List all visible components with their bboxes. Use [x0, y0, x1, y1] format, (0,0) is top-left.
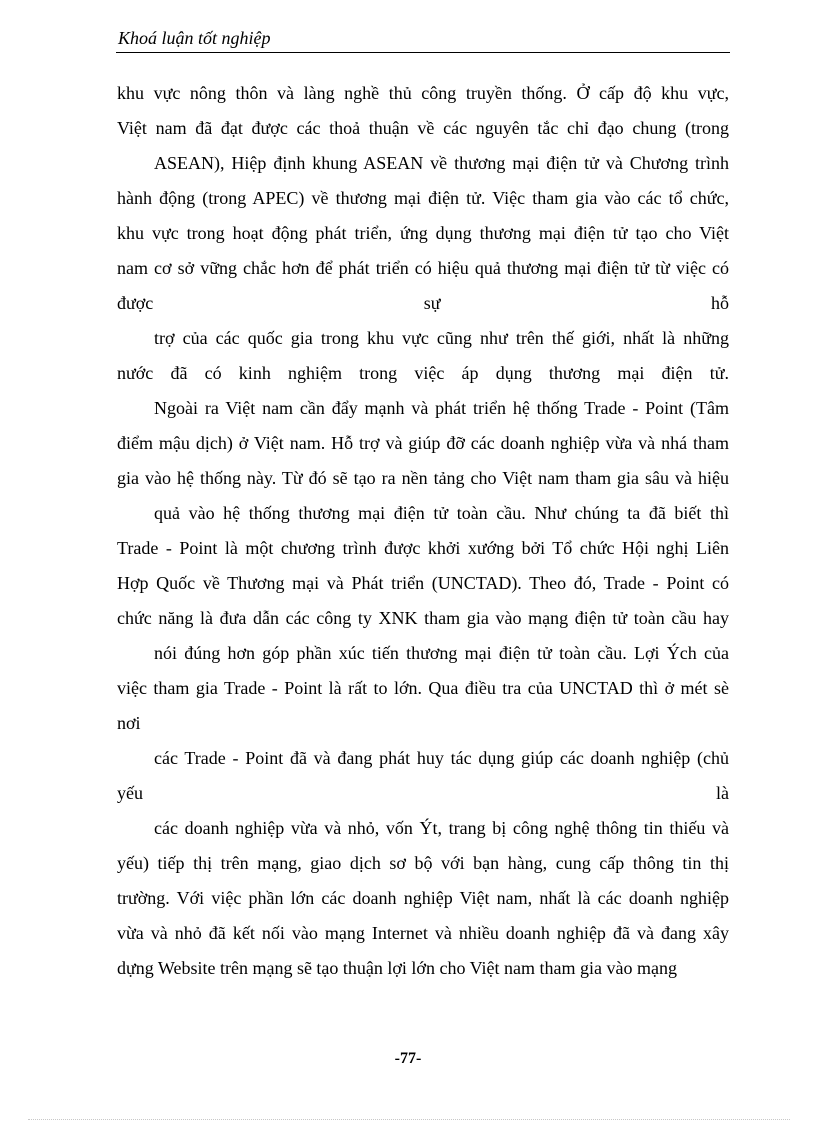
body-line: quả vào hệ thống thương mại điện tử toàn cầu. Như chúng ta đã biết thì	[154, 503, 729, 523]
body-line: nói đúng hơn góp phần xúc tiến thương mại điện tử toàn cầu. Lợi Ých của	[154, 643, 729, 663]
body-line: Ngoài ra Việt nam cần đẩy mạnh và phát triển hệ thống Trade - Point (Tâm	[154, 398, 729, 418]
header-divider	[116, 52, 730, 53]
body-line: hành động (trong APEC) về thương mại điện tử. Việc tham gia vào các tổ chức,	[117, 188, 729, 208]
body-line: khu vực nông thôn và làng nghề thủ công truyền thống. Ở cấp độ khu vực,	[117, 83, 729, 103]
body-line: các doanh nghiệp vừa và nhỏ, vốn Ýt, trang bị công nghệ thông tin thiếu và	[154, 818, 729, 838]
body-line: ASEAN), Hiệp định khung ASEAN về thương mại điện tử và Chương trình	[154, 153, 729, 173]
body-text	[117, 76, 729, 986]
body-line: nước đã có kinh nghiệm trong việc áp dụng thương mại điện tử.	[117, 363, 729, 383]
body-line: trợ của các quốc gia trong khu vực cũng như trên thế giới, nhất là những	[154, 328, 729, 348]
body-line: chức năng là đưa dẫn các công ty XNK tham gia vào mạng điện tử toàn cầu hay	[117, 608, 729, 628]
body-line: dựng Website trên mạng sẽ tạo thuận lợi lớn cho Việt nam tham gia vào mạng	[117, 958, 677, 978]
page-number: -77-	[394, 1050, 422, 1067]
body-line: Trade - Point là một chương trình được khởi xướng bởi Tổ chức Hội nghị Liên	[117, 538, 729, 558]
body-line: Việt nam đã đạt được các thoả thuận về các nguyên tắc chỉ đạo chung (trong	[117, 118, 729, 138]
body-line: nam cơ sở vững chắc hơn để phát triển có hiệu quả thương mại điện tử từ việc có	[117, 258, 729, 278]
body-line: khu vực trong hoạt động phát triển, ứng dụng thương mại điện tử tạo cho Việt	[117, 223, 729, 243]
page-header-title: Khoá luận tốt nghiệp	[118, 28, 271, 48]
body-line: các Trade - Point đã và đang phát huy tác dụng giúp các doanh nghiệp (chủ	[154, 748, 729, 768]
body-line: yếu là	[117, 783, 729, 803]
body-line: trường. Với việc phần lớn các doanh nghiệp Việt nam, nhất là các doanh nghiệp	[117, 888, 729, 908]
body-line: nơi	[117, 713, 141, 733]
footer-dotted-divider	[28, 1119, 790, 1120]
body-line: vừa và nhỏ đã kết nối vào mạng Internet và nhiều doanh nghiệp đã và đang xây	[117, 923, 729, 943]
body-line: gia vào hệ thống này. Từ đó sẽ tạo ra nền tảng cho Việt nam tham gia sâu và hiệu	[117, 468, 729, 488]
body-line: việc tham gia Trade - Point là rất to lớn. Qua điều tra của UNCTAD thì ở mét sè	[117, 678, 729, 698]
body-line: Hợp Quốc về Thương mại và Phát triển (UNCTAD). Theo đó, Trade - Point có	[117, 573, 729, 593]
body-line: yếu) tiếp thị trên mạng, giao dịch sơ bộ với bạn hàng, cung cấp thông tin thị	[117, 853, 729, 873]
body-line: được sự hỗ	[117, 293, 729, 313]
body-line: điểm mậu dịch) ở Việt nam. Hỗ trợ và giúp đỡ các doanh nghiệp vừa và nhá tham	[117, 433, 729, 453]
